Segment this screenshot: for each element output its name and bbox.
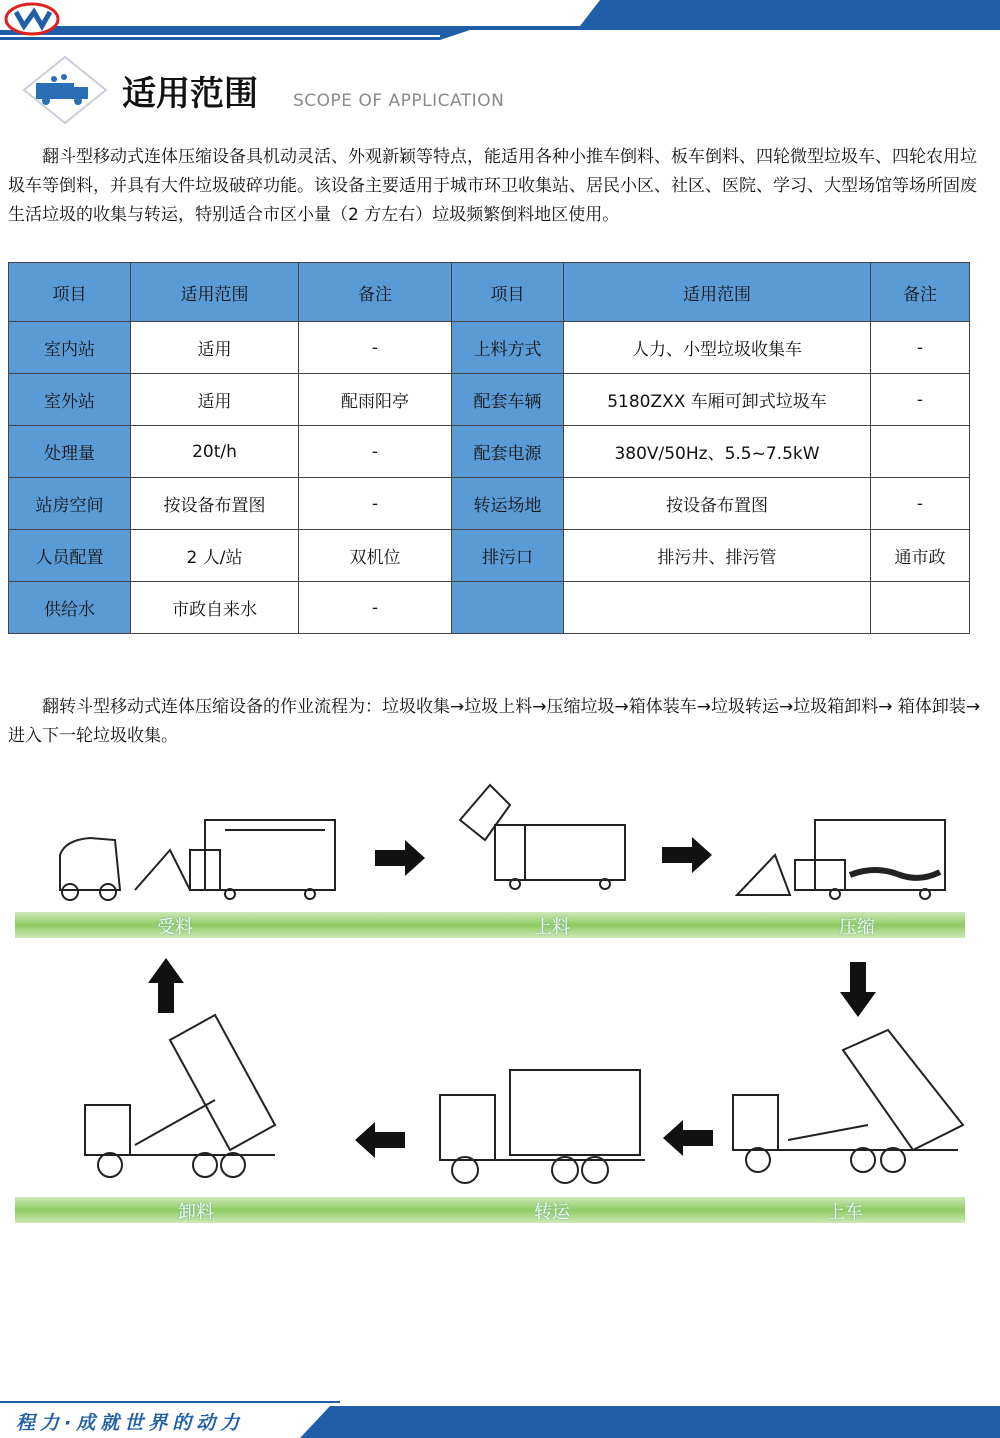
table-header-cell: 适用范围 bbox=[564, 263, 871, 322]
step-label-lift: 上车 bbox=[827, 1202, 863, 1223]
collection-station-illustration bbox=[40, 810, 340, 910]
down-arrow-icon bbox=[838, 962, 878, 1017]
table-cell: - bbox=[871, 478, 970, 530]
up-arrow-icon bbox=[146, 958, 186, 1013]
table-cell: 380V/50Hz、5.5~7.5kW bbox=[564, 426, 871, 478]
table-cell bbox=[452, 582, 564, 634]
unloading-truck-illustration bbox=[75, 1010, 290, 1185]
table-header-cell: 备注 bbox=[299, 263, 452, 322]
table-header-cell: 项目 bbox=[452, 263, 564, 322]
table-cell: 按设备布置图 bbox=[564, 478, 871, 530]
section-title: 适用范围 bbox=[122, 74, 258, 114]
step-label-transport: 转运 bbox=[534, 1202, 570, 1223]
company-name: 程力汽车新能源装备车厂 bbox=[707, 6, 960, 30]
step-label-compress: 压缩 bbox=[839, 917, 875, 938]
table-row bbox=[9, 478, 970, 530]
table-row bbox=[9, 374, 970, 426]
table-header-cell: 适用范围 bbox=[131, 263, 299, 322]
table-row bbox=[9, 530, 970, 582]
table-cell bbox=[871, 426, 970, 478]
table-cell: 站房空间 bbox=[9, 478, 131, 530]
left-arrow-icon bbox=[355, 1120, 405, 1160]
spec-table bbox=[8, 262, 970, 634]
table-cell: 配雨阳亭 bbox=[299, 374, 452, 426]
step-label-unload: 卸料 bbox=[178, 1202, 214, 1223]
step-label-load: 上料 bbox=[534, 917, 570, 938]
table-cell: - bbox=[871, 322, 970, 374]
table-cell: 排污井、排污管 bbox=[564, 530, 871, 582]
table-cell: 处理量 bbox=[9, 426, 131, 478]
transport-truck-illustration bbox=[435, 1065, 650, 1190]
table-cell: 室内站 bbox=[9, 322, 131, 374]
table-cell: 适用 bbox=[131, 374, 299, 426]
table-cell: - bbox=[299, 426, 452, 478]
table-cell: 转运场地 bbox=[452, 478, 564, 530]
table-cell: 排污口 bbox=[452, 530, 564, 582]
table-cell: 人力、小型垃圾收集车 bbox=[564, 322, 871, 374]
table-row bbox=[9, 322, 970, 374]
table-cell: 按设备布置图 bbox=[131, 478, 299, 530]
table-cell: 通市政 bbox=[871, 530, 970, 582]
table-cell: 2 人/站 bbox=[131, 530, 299, 582]
table-header-row bbox=[9, 263, 970, 322]
table-cell bbox=[564, 582, 871, 634]
loading-station-illustration bbox=[455, 780, 635, 895]
flow-paragraph: 翻转斗型移动式连体压缩设备的作业流程为：垃圾收集→垃圾上料→压缩垃圾→箱体装车→垃圾转运→垃圾箱卸料→ 箱体卸装→进入下一轮垃圾收集。 bbox=[8, 697, 981, 746]
table-cell: 供给水 bbox=[9, 582, 131, 634]
table-cell: 5180ZXX 车厢可卸式垃圾车 bbox=[564, 374, 871, 426]
table-cell: - bbox=[299, 582, 452, 634]
table-cell: 配套车辆 bbox=[452, 374, 564, 426]
section-subtitle: SCOPE OF APPLICATION bbox=[293, 91, 505, 111]
table-cell: 上料方式 bbox=[452, 322, 564, 374]
intro-paragraph: 翻斗型移动式连体压缩设备具机动灵活、外观新颖等特点，能适用各种小推车倒料、板车倒料、四轮微型垃圾车、四轮农用垃圾车等倒料，并具有大件垃圾破碎功能。该设备主要适用于城市环卫收集站、居民小区、社区、医院、学习、大型场馆等场所固废生活垃圾的收集与转运，特别适合市区小量（2 方左右）垃圾频繁倒料地区使用。 bbox=[8, 147, 977, 225]
right-arrow-icon bbox=[662, 835, 712, 875]
table-row bbox=[9, 426, 970, 478]
footer-slogan: 程力·成就世界的动力 bbox=[16, 1412, 245, 1434]
table-cell: - bbox=[871, 374, 970, 426]
table-row bbox=[9, 582, 970, 634]
table-cell: 双机位 bbox=[299, 530, 452, 582]
table-cell: 适用 bbox=[131, 322, 299, 374]
table-cell: - bbox=[299, 322, 452, 374]
table-cell: 配套电源 bbox=[452, 426, 564, 478]
table-cell: 20t/h bbox=[131, 426, 299, 478]
step-label-receive: 受料 bbox=[157, 917, 193, 938]
left-arrow-icon bbox=[663, 1118, 713, 1158]
table-header-cell: 备注 bbox=[871, 263, 970, 322]
loading-truck-illustration bbox=[728, 1025, 968, 1185]
table-cell: 人员配置 bbox=[9, 530, 131, 582]
table-cell: 室外站 bbox=[9, 374, 131, 426]
table-header-cell: 项目 bbox=[9, 263, 131, 322]
table-cell bbox=[871, 582, 970, 634]
company-logo-icon bbox=[4, 2, 60, 36]
right-arrow-icon bbox=[375, 838, 425, 878]
compression-station-illustration bbox=[735, 810, 950, 900]
table-cell: - bbox=[299, 478, 452, 530]
table-cell: 市政自来水 bbox=[131, 582, 299, 634]
garbage-truck-badge-icon bbox=[22, 55, 108, 125]
